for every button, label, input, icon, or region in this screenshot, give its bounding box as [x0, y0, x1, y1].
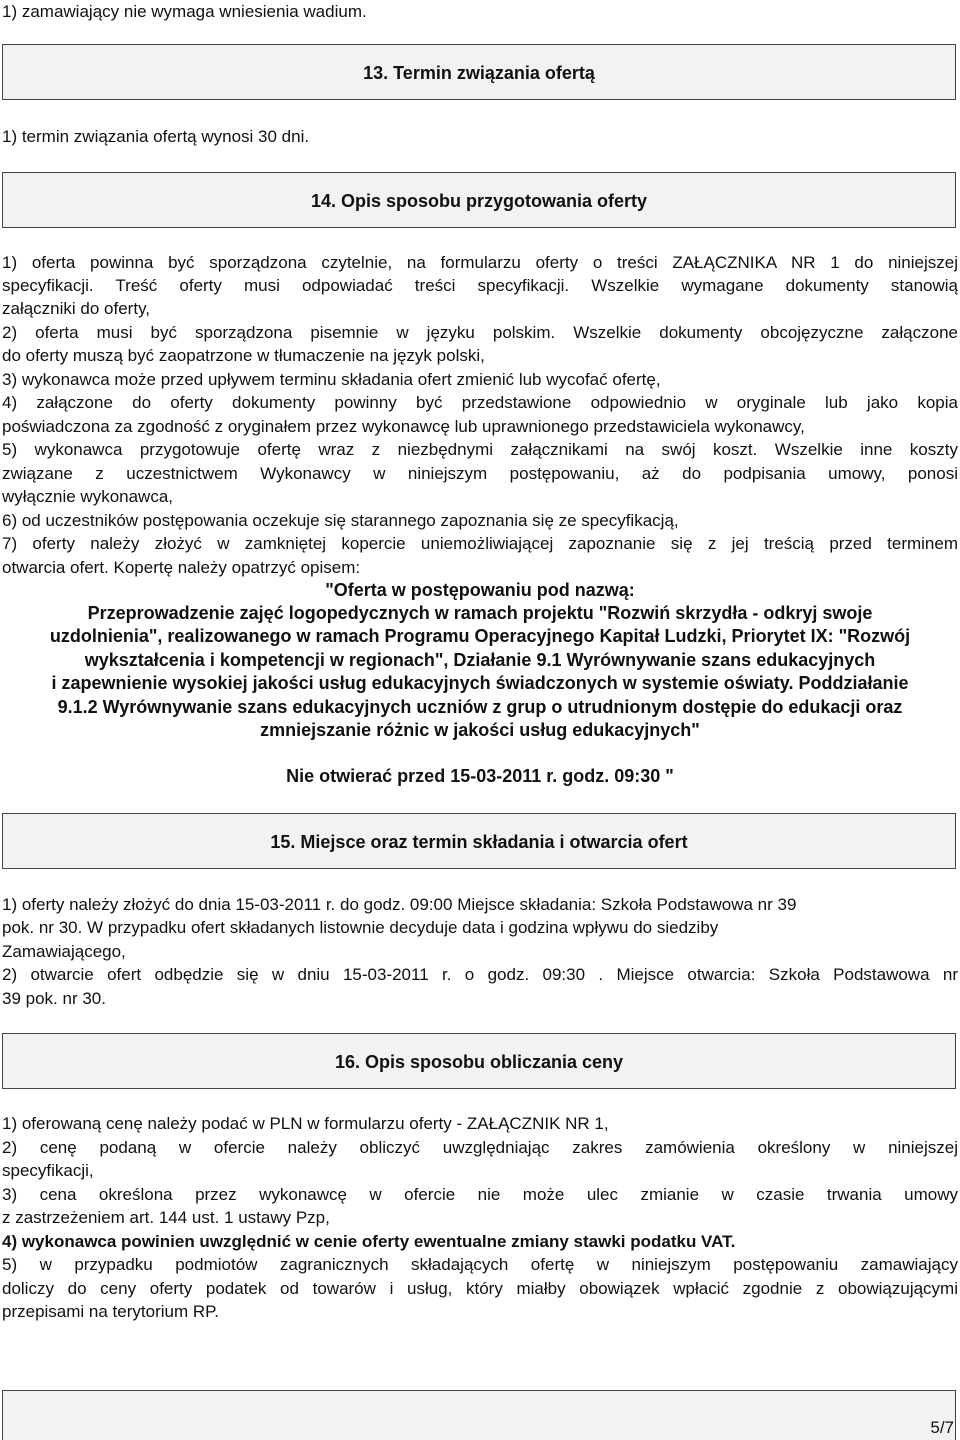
- sec14-line-14: otwarcia ofert. Kopertę należy opatrzyć opisem:: [2, 558, 361, 577]
- envelope-line-2: Przeprowadzenie zajęć logopedycznych w ramach projektu "Rozwiń skrzydła - odkryj swoje: [87, 603, 873, 623]
- section-15-heading: 15. Miejsce oraz termin składania i otwarcia ofert: [270, 832, 688, 852]
- sec16-line-6: 4) wykonawca powinien uwzględnić w cenie oferty ewentualne zmiany stawki podatku VAT.: [2, 1232, 736, 1251]
- sec14-line-13: 7) oferty należy złożyć w zamkniętej kopercie uniemożliwiającej zapoznanie się z jej treścią przed terminem: [2, 534, 958, 553]
- envelope-line-6: 9.1.2 Wyrównywanie szans edukacyjnych uczniów z grup o utrudnionym dostępie do edukacji oraz: [57, 697, 903, 717]
- sec15-line-2: pok. nr 30. W przypadku ofert składanych listownie decyduje data i godzina wpływu do siedziby: [2, 918, 719, 937]
- section-17-heading-box: [2, 1390, 956, 1440]
- envelope-line-7: zmniejszanie różnic w jakości usług edukacyjnych": [260, 720, 700, 740]
- sec16-line-9: przepisami na terytorium RP.: [2, 1302, 219, 1321]
- sec14-line-5: do oferty muszą być zaopatrzone w tłumaczenie na język polski,: [2, 346, 485, 365]
- sec14-line-3: załączniki do oferty,: [2, 299, 151, 318]
- envelope-line-4: wykształcenia i kompetencji w regionach", Działanie 9.1 Wyrównywanie szans edukacyjnych: [84, 650, 876, 670]
- sec16-line-7: 5) w przypadku podmiotów zagranicznych składających ofertę w niniejszym postępowaniu zamawiający: [2, 1255, 958, 1274]
- sec16-line-8: doliczy do ceny oferty podatek od towarów i usług, który miałby obowiązek wpłacić zgodnie z obowiązującymi: [2, 1279, 958, 1298]
- section-13-heading: 13. Termin związania ofertą: [363, 63, 595, 83]
- sec16-line-5: z zastrzeżeniem art. 144 ust. 1 ustawy Pzp,: [2, 1208, 330, 1227]
- section-13-heading-box: [2, 44, 956, 100]
- sec14-line-12: 6) od uczestników postępowania oczekuje się starannego zapoznania się ze specyfikacją,: [2, 511, 679, 530]
- section-14-heading-box: [2, 172, 956, 228]
- sec15-line-5: 39 pok. nr 30.: [2, 989, 106, 1008]
- envelope-do-not-open: Nie otwierać przed 15-03-2011 r. godz. 09:30 ": [286, 766, 674, 786]
- sec16-line-4: 3) cena określona przez wykonawcę w ofercie nie może ulec zmianie w czasie trwania umowy: [2, 1185, 958, 1204]
- sec14-line-11: wyłącznie wykonawca,: [2, 487, 174, 506]
- sec14-line-9: 5) wykonawca przygotowuje ofertę wraz z niezbędnymi załącznikami na swój koszt. Wszelkie inne koszty: [2, 440, 958, 459]
- sec14-line-8: poświadczona za zgodność z oryginałem przez wykonawcę lub uprawnionego przedstawiciela wykonawcy,: [2, 417, 805, 436]
- sec13-item-1: 1) termin związania ofertą wynosi 30 dni.: [2, 127, 310, 146]
- sec15-line-3: Zamawiającego,: [2, 942, 126, 961]
- sec15-line-4: 2) otwarcie ofert odbędzie się w dniu 15-03-2011 r. o godz. 09:30 . Miejsce otwarcia: Szkoła Podstawowa nr: [2, 965, 958, 984]
- sec14-line-4: 2) oferta musi być sporządzona pisemnie w języku polskim. Wszelkie dokumenty obcojęzyczne załączone: [2, 323, 958, 342]
- envelope-line-3: uzdolnienia", realizowanego w ramach Programu Operacyjnego Kapitał Ludzki, Priorytet IX: "Rozwój: [49, 626, 911, 646]
- envelope-line-1: "Oferta w postępowaniu pod nazwą:: [325, 580, 635, 600]
- sec14-line-1: 1) oferta powinna być sporządzona czytelnie, na formularzu oferty o treści ZAŁĄCZNIKA NR 1 do niniejszej: [2, 253, 958, 272]
- section-16-heading-box: [2, 1033, 956, 1089]
- sec12-item-1: 1) zamawiający nie wymaga wniesienia wadium.: [2, 2, 367, 21]
- sec16-line-2: 2) cenę podaną w ofercie należy obliczyć uwzględniając zakres zamówienia określony w niniejszej: [2, 1138, 958, 1157]
- sec14-line-7: 4) załączone do oferty dokumenty powinny być przedstawione odpowiednio w oryginale lub jako kopia: [2, 393, 958, 412]
- sec15-line-1: 1) oferty należy złożyć do dnia 15-03-2011 r. do godz. 09:00 Miejsce składania: Szkoła Podstawowa nr 39: [2, 895, 797, 914]
- sec14-line-10: związane z uczestnictwem Wykonawcy w niniejszym postępowaniu, aż do podpisania umowy, ponosi: [2, 464, 958, 483]
- section-14-heading: 14. Opis sposobu przygotowania oferty: [310, 191, 648, 211]
- sec14-line-6: 3) wykonawca może przed upływem terminu składania ofert zmienić lub wycofać ofertę,: [2, 370, 661, 389]
- sec16-line-3: specyfikacji,: [2, 1161, 94, 1180]
- section-15-heading-box: [2, 813, 956, 869]
- sec16-line-1: 1) oferowaną cenę należy podać w PLN w formularzu oferty - ZAŁĄCZNIK NR 1,: [2, 1114, 609, 1133]
- section-16-heading: 16. Opis sposobu obliczania ceny: [334, 1052, 624, 1072]
- sec14-line-2: specyfikacji. Treść oferty musi odpowiadać treści specyfikacji. Wszelkie wymagane dokumenty stanowią: [2, 276, 958, 295]
- envelope-line-5: i zapewnienie wysokiej jakości usług edukacyjnych świadczonych w systemie oświaty. Poddziałanie: [51, 673, 909, 693]
- page-number: 5/7: [930, 1418, 954, 1437]
